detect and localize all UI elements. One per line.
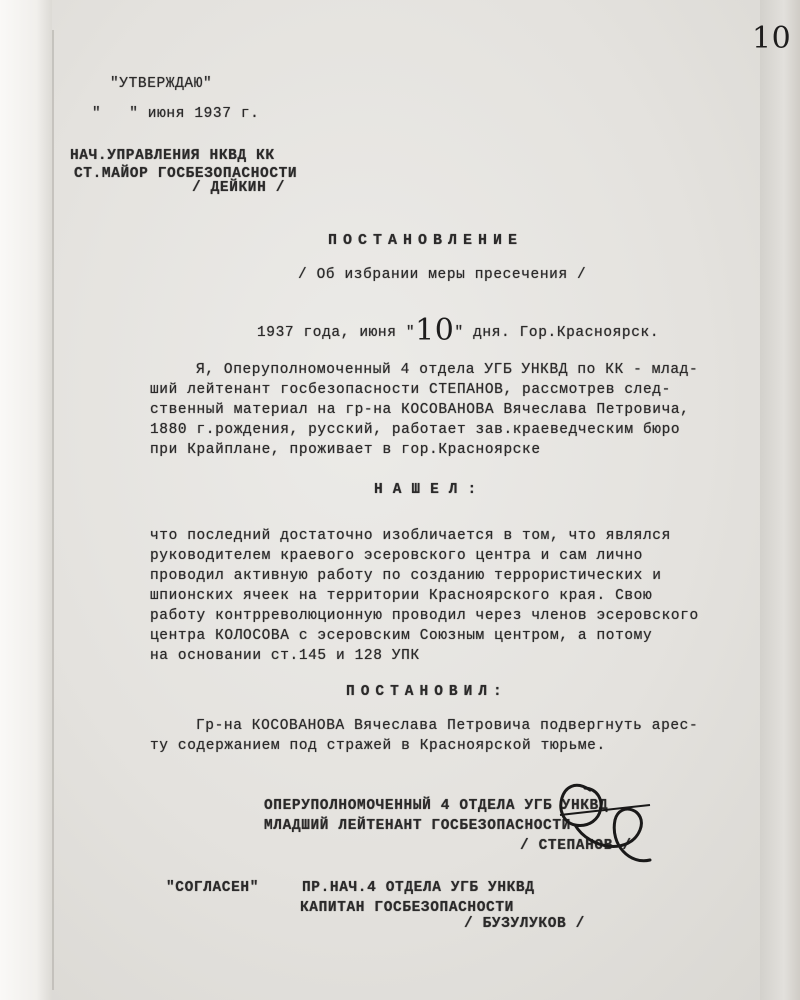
found-heading: НАШЕЛ: — [374, 482, 487, 498]
found-line: проводил активную работу по созданию террористических и — [150, 568, 662, 584]
intro-line: ственный материал на гр-на КОСОВАНОВА Вячеслава Петровича, — [150, 402, 690, 418]
intro-line: ший лейтенант госбезопасности СТЕПАНОВ, рассмотрев след- — [150, 382, 671, 398]
approver-name: / ДЕЙКИН / — [192, 180, 286, 196]
handwritten-day: 10 — [415, 313, 455, 348]
page-number: 10 — [752, 21, 792, 56]
paper-edge-line — [52, 30, 54, 990]
found-line: работу контрреволюционную проводил через членов эсеровского — [150, 608, 699, 624]
approver-position-line2: СТ.МАЙОР ГОСБЕЗОПАСНОСТИ — [74, 166, 298, 182]
document-subtitle: / Об избрании меры пресечения / — [298, 267, 587, 283]
resolved-heading: ПОСТАНОВИЛ: — [346, 684, 508, 700]
resolved-line: Гр-на КОСОВАНОВА Вячеслава Петровича подвергнуть арес- — [196, 718, 699, 734]
author-name: / СТЕПАНОВ / — [520, 838, 632, 854]
found-line: шпионских ячеек на территории Красноярского края. Свою — [150, 588, 653, 604]
found-line: что последний достаточно изобличается в том, что являлся — [150, 528, 671, 544]
found-line: центра КОЛОСОВА с эсеровским Союзным центром, а потому — [150, 628, 653, 644]
scan-right-shadow — [760, 0, 800, 1000]
intro-line: Я, Оперуполномоченный 4 отдела УГБ УНКВД по КК - млад- — [196, 362, 699, 378]
resolved-line: ту содержанием под стражей в Красноярской тюрьме. — [150, 738, 606, 754]
date-prefix: 1937 года, июня " — [257, 325, 416, 341]
agree-label: "СОГЛАСЕН" — [166, 880, 260, 896]
approval-date: " " июня 1937 г. — [92, 106, 260, 122]
author-position-line2: МЛАДШИЙ ЛЕЙТЕНАНТ ГОСБЕЗОПАСНОСТИ — [264, 818, 571, 834]
approval-stamp: "УТВЕРЖДАЮ" — [110, 76, 213, 92]
scan-left-margin — [0, 0, 52, 1000]
author-position-line1: ОПЕРУПОЛНОМОЧЕННЫЙ 4 ОТДЕЛА УГБ УНКВД — [264, 798, 609, 814]
document-title: ПОСТАНОВЛЕНИЕ — [328, 232, 524, 249]
date-place-line — [257, 313, 660, 348]
agree-position-line1: ПР.НАЧ.4 ОТДЕЛА УГБ УНКВД — [302, 880, 535, 896]
intro-line: 1880 г.рождения, русский, работает зав.краеведческим бюро — [150, 422, 681, 438]
found-line: на основании ст.145 и 128 УПК — [150, 648, 420, 664]
approver-position-line1: НАЧ.УПРАВЛЕНИЯ НКВД КК — [70, 148, 275, 164]
handwritten-signature — [520, 760, 670, 870]
found-line: руководителем краевого эсеровского центра и сам лично — [150, 548, 643, 564]
agree-name: / БУЗУЛУКОВ / — [464, 916, 585, 932]
agree-position-line2: КАПИТАН ГОСБЕЗОПАСНОСТИ — [300, 900, 514, 916]
date-suffix: " дня. Гор.Красноярск. — [454, 325, 660, 341]
intro-line: при Крайплане, проживает в гор.Красноярске — [150, 442, 541, 458]
